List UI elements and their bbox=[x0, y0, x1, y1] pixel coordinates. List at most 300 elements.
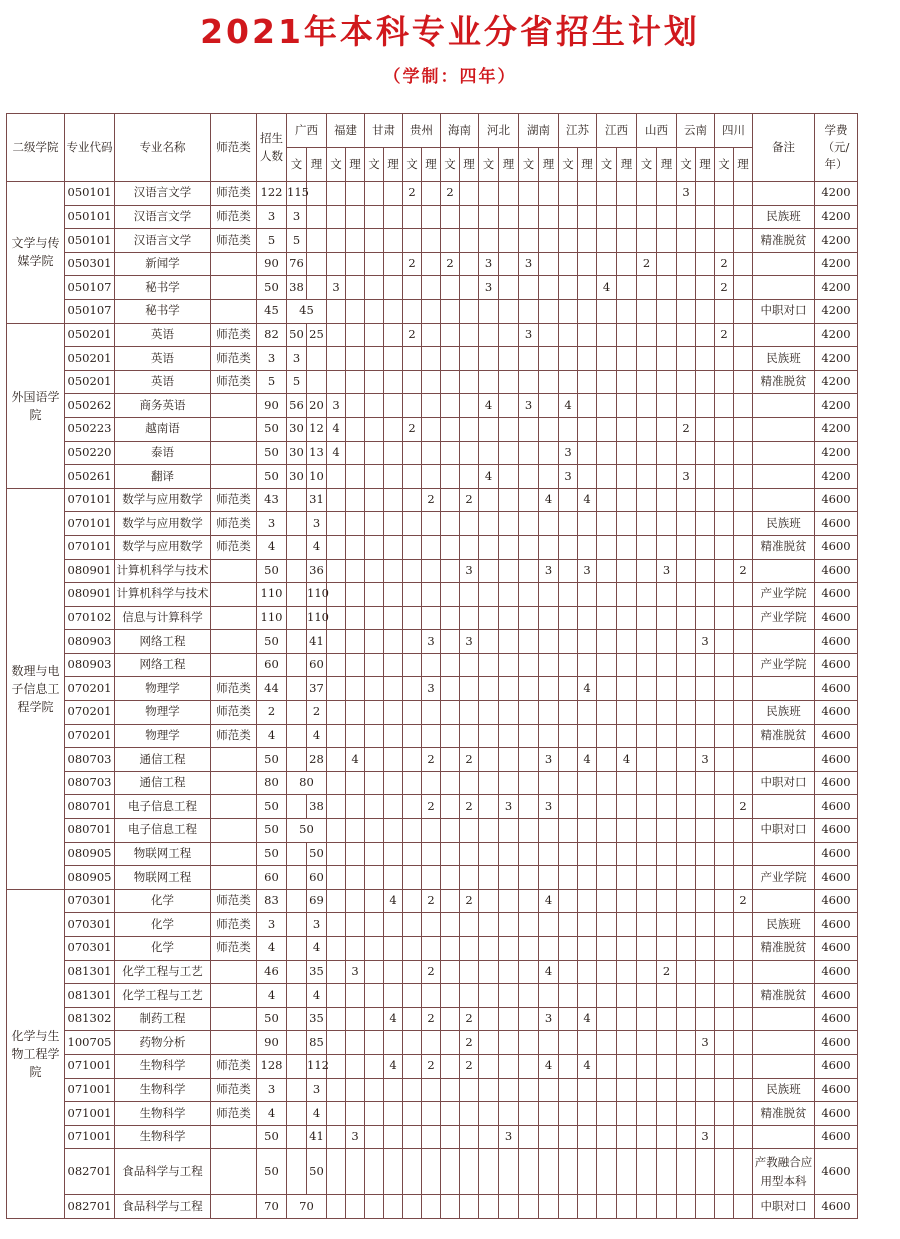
quota-cell bbox=[403, 889, 422, 913]
header-stream-li: 理 bbox=[307, 148, 327, 182]
quota-cell bbox=[365, 937, 384, 961]
quota-cell bbox=[617, 1054, 637, 1078]
quota-cell bbox=[422, 512, 441, 536]
header-total: 招生人数 bbox=[257, 114, 287, 182]
quota-cell bbox=[539, 842, 559, 866]
header-stream-li: 理 bbox=[657, 148, 677, 182]
quota-cell bbox=[403, 937, 422, 961]
quota-cell: 3 bbox=[539, 1007, 559, 1031]
quota-cell bbox=[617, 795, 637, 819]
quota-cell bbox=[499, 299, 519, 323]
quota-cell bbox=[403, 205, 422, 229]
quota-cell bbox=[479, 606, 499, 630]
quota-cell bbox=[287, 559, 307, 583]
fee-cell: 4600 bbox=[815, 795, 858, 819]
quota-cell: 2 bbox=[460, 1031, 479, 1055]
quota-cell bbox=[499, 724, 519, 748]
quota-cell bbox=[346, 1007, 365, 1031]
normal-flag bbox=[211, 559, 257, 583]
quota-cell bbox=[715, 724, 734, 748]
quota-cell bbox=[715, 1195, 734, 1219]
quota-cell: 30 bbox=[287, 465, 307, 489]
total-count: 80 bbox=[257, 771, 287, 795]
quota-cell bbox=[287, 842, 307, 866]
major-name: 英语 bbox=[115, 323, 211, 347]
quota-cell: 4 bbox=[578, 677, 597, 701]
quota-cell bbox=[715, 842, 734, 866]
quota-cell bbox=[677, 299, 696, 323]
quota-cell bbox=[287, 1102, 307, 1126]
table-row bbox=[7, 1078, 858, 1102]
quota-cell bbox=[327, 1149, 346, 1195]
total-count: 50 bbox=[257, 417, 287, 441]
table-row bbox=[7, 960, 858, 984]
quota-cell bbox=[499, 370, 519, 394]
quota-cell bbox=[559, 771, 578, 795]
major-name: 化学工程与工艺 bbox=[115, 984, 211, 1008]
quota-cell bbox=[637, 606, 657, 630]
quota-cell bbox=[346, 606, 365, 630]
table-row bbox=[7, 417, 858, 441]
major-name: 生物科学 bbox=[115, 1125, 211, 1149]
quota-cell bbox=[384, 606, 403, 630]
quota-cell bbox=[499, 606, 519, 630]
quota-cell bbox=[637, 559, 657, 583]
quota-cell bbox=[578, 771, 597, 795]
quota-cell: 3 bbox=[539, 559, 559, 583]
quota-cell: 2 bbox=[422, 889, 441, 913]
fee-cell: 4600 bbox=[815, 984, 858, 1008]
table-row bbox=[7, 182, 858, 206]
quota-cell bbox=[578, 205, 597, 229]
quota-cell bbox=[384, 630, 403, 654]
table-row bbox=[7, 276, 858, 300]
quota-cell bbox=[499, 1149, 519, 1195]
normal-flag bbox=[211, 1125, 257, 1149]
major-code: 080905 bbox=[65, 842, 115, 866]
quota-cell bbox=[677, 205, 696, 229]
quota-cell bbox=[677, 819, 696, 843]
header-row-provinces bbox=[7, 114, 858, 148]
remark-cell bbox=[753, 1125, 815, 1149]
quota-cell bbox=[441, 394, 460, 418]
quota-cell: 2 bbox=[734, 559, 753, 583]
quota-cell bbox=[479, 512, 499, 536]
quota-cell bbox=[597, 984, 617, 1008]
quota-cell bbox=[479, 535, 499, 559]
quota-cell bbox=[657, 417, 677, 441]
quota-cell bbox=[657, 370, 677, 394]
quota-cell bbox=[346, 323, 365, 347]
remark-cell: 民族班 bbox=[753, 913, 815, 937]
quota-cell bbox=[617, 465, 637, 489]
quota-cell bbox=[597, 252, 617, 276]
quota-cell bbox=[365, 583, 384, 607]
quota-cell bbox=[519, 276, 539, 300]
total-count: 90 bbox=[257, 252, 287, 276]
normal-flag: 师范类 bbox=[211, 370, 257, 394]
major-name: 网络工程 bbox=[115, 653, 211, 677]
page-subtitle: （学制：四年） bbox=[383, 67, 517, 87]
major-name: 数学与应用数学 bbox=[115, 535, 211, 559]
quota-cell bbox=[460, 465, 479, 489]
quota-cell bbox=[578, 583, 597, 607]
total-count: 50 bbox=[257, 1149, 287, 1195]
table-row bbox=[7, 347, 858, 371]
quota-cell bbox=[539, 583, 559, 607]
quota-cell bbox=[365, 417, 384, 441]
quota-cell bbox=[637, 1149, 657, 1195]
quota-cell bbox=[657, 465, 677, 489]
quota-cell bbox=[637, 889, 657, 913]
quota-cell bbox=[287, 748, 307, 772]
major-code: 070101 bbox=[65, 488, 115, 512]
quota-cell bbox=[539, 937, 559, 961]
quota-cell bbox=[519, 1149, 539, 1195]
quota-cell bbox=[499, 535, 519, 559]
quota-cell: 60 bbox=[307, 866, 327, 890]
quota-cell bbox=[559, 1007, 578, 1031]
quota-cell bbox=[327, 465, 346, 489]
quota-cell bbox=[734, 323, 753, 347]
quota-cell bbox=[539, 512, 559, 536]
quota-cell bbox=[734, 441, 753, 465]
quota-cell bbox=[617, 488, 637, 512]
quota-cell bbox=[307, 347, 327, 371]
quota-cell bbox=[441, 1102, 460, 1126]
quota-cell bbox=[384, 252, 403, 276]
quota-cell bbox=[617, 960, 637, 984]
quota-cell bbox=[460, 182, 479, 206]
major-name: 物联网工程 bbox=[115, 866, 211, 890]
major-name: 汉语言文学 bbox=[115, 205, 211, 229]
quota-cell bbox=[327, 724, 346, 748]
quota-cell bbox=[499, 205, 519, 229]
header-stream-wen: 文 bbox=[365, 148, 384, 182]
quota-cell bbox=[327, 913, 346, 937]
quota-cell bbox=[346, 583, 365, 607]
quota-cell bbox=[499, 889, 519, 913]
remark-cell bbox=[753, 276, 815, 300]
quota-cell bbox=[365, 394, 384, 418]
major-code: 071001 bbox=[65, 1102, 115, 1126]
quota-cell: 3 bbox=[499, 1125, 519, 1149]
quota-cell bbox=[519, 1078, 539, 1102]
quota-cell bbox=[597, 1007, 617, 1031]
fee-cell: 4200 bbox=[815, 299, 858, 323]
quota-cell bbox=[365, 771, 384, 795]
quota-cell bbox=[403, 347, 422, 371]
quota-cell bbox=[327, 370, 346, 394]
major-name: 物联网工程 bbox=[115, 842, 211, 866]
normal-flag: 师范类 bbox=[211, 1102, 257, 1126]
quota-cell bbox=[422, 1078, 441, 1102]
major-code: 050101 bbox=[65, 205, 115, 229]
quota-cell bbox=[384, 1125, 403, 1149]
normal-flag bbox=[211, 771, 257, 795]
quota-cell bbox=[460, 937, 479, 961]
quota-cell: 3 bbox=[677, 182, 696, 206]
quota-cell bbox=[479, 417, 499, 441]
quota-cell bbox=[637, 583, 657, 607]
quota-cell bbox=[441, 1149, 460, 1195]
quota-cell: 50 bbox=[287, 819, 327, 843]
quota-cell bbox=[499, 960, 519, 984]
quota-cell bbox=[539, 370, 559, 394]
quota-cell bbox=[499, 653, 519, 677]
total-count: 110 bbox=[257, 583, 287, 607]
quota-cell bbox=[696, 701, 715, 725]
quota-cell bbox=[559, 842, 578, 866]
quota-cell bbox=[403, 1031, 422, 1055]
quota-cell bbox=[384, 724, 403, 748]
quota-cell bbox=[559, 724, 578, 748]
quota-cell bbox=[384, 535, 403, 559]
major-name: 英语 bbox=[115, 370, 211, 394]
quota-cell: 4 bbox=[539, 488, 559, 512]
quota-cell: 70 bbox=[287, 1195, 327, 1219]
quota-cell bbox=[519, 842, 539, 866]
quota-cell bbox=[460, 441, 479, 465]
quota-cell bbox=[422, 347, 441, 371]
quota-cell bbox=[734, 299, 753, 323]
quota-cell bbox=[637, 370, 657, 394]
quota-cell bbox=[479, 1149, 499, 1195]
quota-cell bbox=[715, 465, 734, 489]
table-row bbox=[7, 795, 858, 819]
quota-cell bbox=[403, 653, 422, 677]
normal-flag bbox=[211, 417, 257, 441]
quota-cell bbox=[403, 394, 422, 418]
quota-cell: 2 bbox=[441, 182, 460, 206]
normal-flag bbox=[211, 795, 257, 819]
quota-cell bbox=[715, 606, 734, 630]
major-code: 080701 bbox=[65, 819, 115, 843]
quota-cell bbox=[441, 960, 460, 984]
quota-cell bbox=[519, 630, 539, 654]
quota-cell bbox=[460, 583, 479, 607]
quota-cell: 38 bbox=[287, 276, 307, 300]
major-code: 081301 bbox=[65, 984, 115, 1008]
table-row bbox=[7, 606, 858, 630]
quota-cell bbox=[734, 606, 753, 630]
quota-cell bbox=[346, 866, 365, 890]
quota-cell bbox=[539, 1195, 559, 1219]
quota-cell bbox=[384, 701, 403, 725]
quota-cell bbox=[365, 512, 384, 536]
quota-cell bbox=[677, 559, 696, 583]
quota-cell bbox=[657, 677, 677, 701]
quota-cell bbox=[327, 252, 346, 276]
quota-cell bbox=[677, 771, 696, 795]
quota-cell bbox=[677, 1149, 696, 1195]
quota-cell bbox=[617, 606, 637, 630]
quota-cell bbox=[519, 347, 539, 371]
normal-flag: 师范类 bbox=[211, 229, 257, 253]
quota-cell: 4 bbox=[346, 748, 365, 772]
quota-cell bbox=[365, 441, 384, 465]
quota-cell bbox=[519, 583, 539, 607]
major-code: 082701 bbox=[65, 1149, 115, 1195]
quota-cell bbox=[637, 465, 657, 489]
quota-cell bbox=[519, 937, 539, 961]
quota-cell bbox=[696, 347, 715, 371]
quota-cell bbox=[479, 1195, 499, 1219]
quota-cell bbox=[441, 229, 460, 253]
quota-cell bbox=[441, 606, 460, 630]
quota-cell bbox=[617, 323, 637, 347]
quota-cell: 4 bbox=[539, 960, 559, 984]
remark-cell: 民族班 bbox=[753, 205, 815, 229]
major-name: 新闻学 bbox=[115, 252, 211, 276]
major-code: 081301 bbox=[65, 960, 115, 984]
quota-cell bbox=[637, 819, 657, 843]
quota-cell bbox=[499, 1031, 519, 1055]
fee-cell: 4200 bbox=[815, 229, 858, 253]
quota-cell bbox=[499, 323, 519, 347]
quota-cell bbox=[696, 535, 715, 559]
remark-cell bbox=[753, 795, 815, 819]
quota-cell bbox=[578, 1149, 597, 1195]
quota-cell bbox=[677, 606, 696, 630]
quota-cell bbox=[734, 229, 753, 253]
total-count: 50 bbox=[257, 630, 287, 654]
quota-cell bbox=[677, 512, 696, 536]
quota-cell bbox=[479, 347, 499, 371]
quota-cell bbox=[559, 1102, 578, 1126]
quota-cell bbox=[365, 819, 384, 843]
quota-cell bbox=[578, 299, 597, 323]
total-count: 50 bbox=[257, 748, 287, 772]
quota-cell: 37 bbox=[307, 677, 327, 701]
table-row bbox=[7, 1102, 858, 1126]
normal-flag bbox=[211, 842, 257, 866]
table-row bbox=[7, 394, 858, 418]
header-province: 福建 bbox=[327, 114, 365, 148]
quota-cell bbox=[479, 795, 499, 819]
table-row bbox=[7, 1149, 858, 1195]
quota-cell bbox=[677, 701, 696, 725]
quota-cell bbox=[677, 913, 696, 937]
total-count: 3 bbox=[257, 913, 287, 937]
quota-cell bbox=[617, 252, 637, 276]
major-name: 物理学 bbox=[115, 677, 211, 701]
quota-cell bbox=[327, 795, 346, 819]
major-code: 070102 bbox=[65, 606, 115, 630]
header-province: 甘肃 bbox=[365, 114, 403, 148]
quota-cell bbox=[384, 819, 403, 843]
remark-cell: 产业学院 bbox=[753, 583, 815, 607]
quota-cell bbox=[479, 771, 499, 795]
quota-cell bbox=[597, 889, 617, 913]
quota-cell bbox=[657, 630, 677, 654]
total-count: 5 bbox=[257, 229, 287, 253]
quota-cell bbox=[677, 889, 696, 913]
quota-cell bbox=[657, 394, 677, 418]
quota-cell bbox=[657, 984, 677, 1008]
fee-cell: 4600 bbox=[815, 771, 858, 795]
quota-cell bbox=[696, 299, 715, 323]
quota-cell bbox=[617, 535, 637, 559]
quota-cell bbox=[715, 229, 734, 253]
quota-cell bbox=[307, 229, 327, 253]
quota-cell bbox=[346, 441, 365, 465]
quota-cell bbox=[578, 441, 597, 465]
remark-cell: 产业学院 bbox=[753, 653, 815, 677]
quota-cell: 41 bbox=[307, 630, 327, 654]
quota-cell bbox=[715, 653, 734, 677]
quota-cell bbox=[403, 583, 422, 607]
normal-flag bbox=[211, 748, 257, 772]
quota-cell: 20 bbox=[307, 394, 327, 418]
quota-cell: 4 bbox=[479, 394, 499, 418]
quota-cell bbox=[617, 677, 637, 701]
normal-flag: 师范类 bbox=[211, 535, 257, 559]
quota-cell bbox=[499, 182, 519, 206]
quota-cell bbox=[696, 229, 715, 253]
quota-cell bbox=[403, 559, 422, 583]
quota-cell bbox=[715, 182, 734, 206]
quota-cell bbox=[422, 559, 441, 583]
quota-cell bbox=[657, 771, 677, 795]
quota-cell bbox=[327, 1125, 346, 1149]
quota-cell bbox=[441, 819, 460, 843]
quota-cell bbox=[597, 842, 617, 866]
normal-flag bbox=[211, 1007, 257, 1031]
quota-cell bbox=[403, 724, 422, 748]
quota-cell bbox=[365, 252, 384, 276]
quota-cell bbox=[578, 252, 597, 276]
quota-cell bbox=[346, 512, 365, 536]
quota-cell bbox=[657, 299, 677, 323]
quota-cell: 36 bbox=[307, 559, 327, 583]
quota-cell bbox=[617, 417, 637, 441]
quota-cell bbox=[422, 819, 441, 843]
quota-cell bbox=[327, 630, 346, 654]
quota-cell: 3 bbox=[307, 1078, 327, 1102]
remark-cell bbox=[753, 677, 815, 701]
quota-cell bbox=[657, 347, 677, 371]
quota-cell bbox=[519, 182, 539, 206]
quota-cell bbox=[403, 299, 422, 323]
quota-cell bbox=[559, 1195, 578, 1219]
quota-cell bbox=[327, 819, 346, 843]
remark-cell: 产业学院 bbox=[753, 866, 815, 890]
quota-cell bbox=[499, 1195, 519, 1219]
quota-cell: 4 bbox=[327, 441, 346, 465]
quota-cell bbox=[677, 535, 696, 559]
quota-cell bbox=[734, 182, 753, 206]
fee-cell: 4200 bbox=[815, 182, 858, 206]
quota-cell bbox=[499, 488, 519, 512]
quota-cell bbox=[479, 323, 499, 347]
quota-cell bbox=[734, 937, 753, 961]
quota-cell bbox=[384, 323, 403, 347]
quota-cell: 3 bbox=[559, 441, 578, 465]
remark-cell: 中职对口 bbox=[753, 771, 815, 795]
quota-cell bbox=[365, 1078, 384, 1102]
quota-cell bbox=[578, 347, 597, 371]
quota-cell bbox=[441, 441, 460, 465]
quota-cell bbox=[365, 465, 384, 489]
table-row bbox=[7, 583, 858, 607]
quota-cell bbox=[637, 937, 657, 961]
quota-cell bbox=[597, 701, 617, 725]
table-row bbox=[7, 512, 858, 536]
quota-cell bbox=[327, 559, 346, 583]
page-title: 2021年本科专业分省招生计划 bbox=[200, 12, 700, 51]
quota-cell: 5 bbox=[287, 370, 307, 394]
